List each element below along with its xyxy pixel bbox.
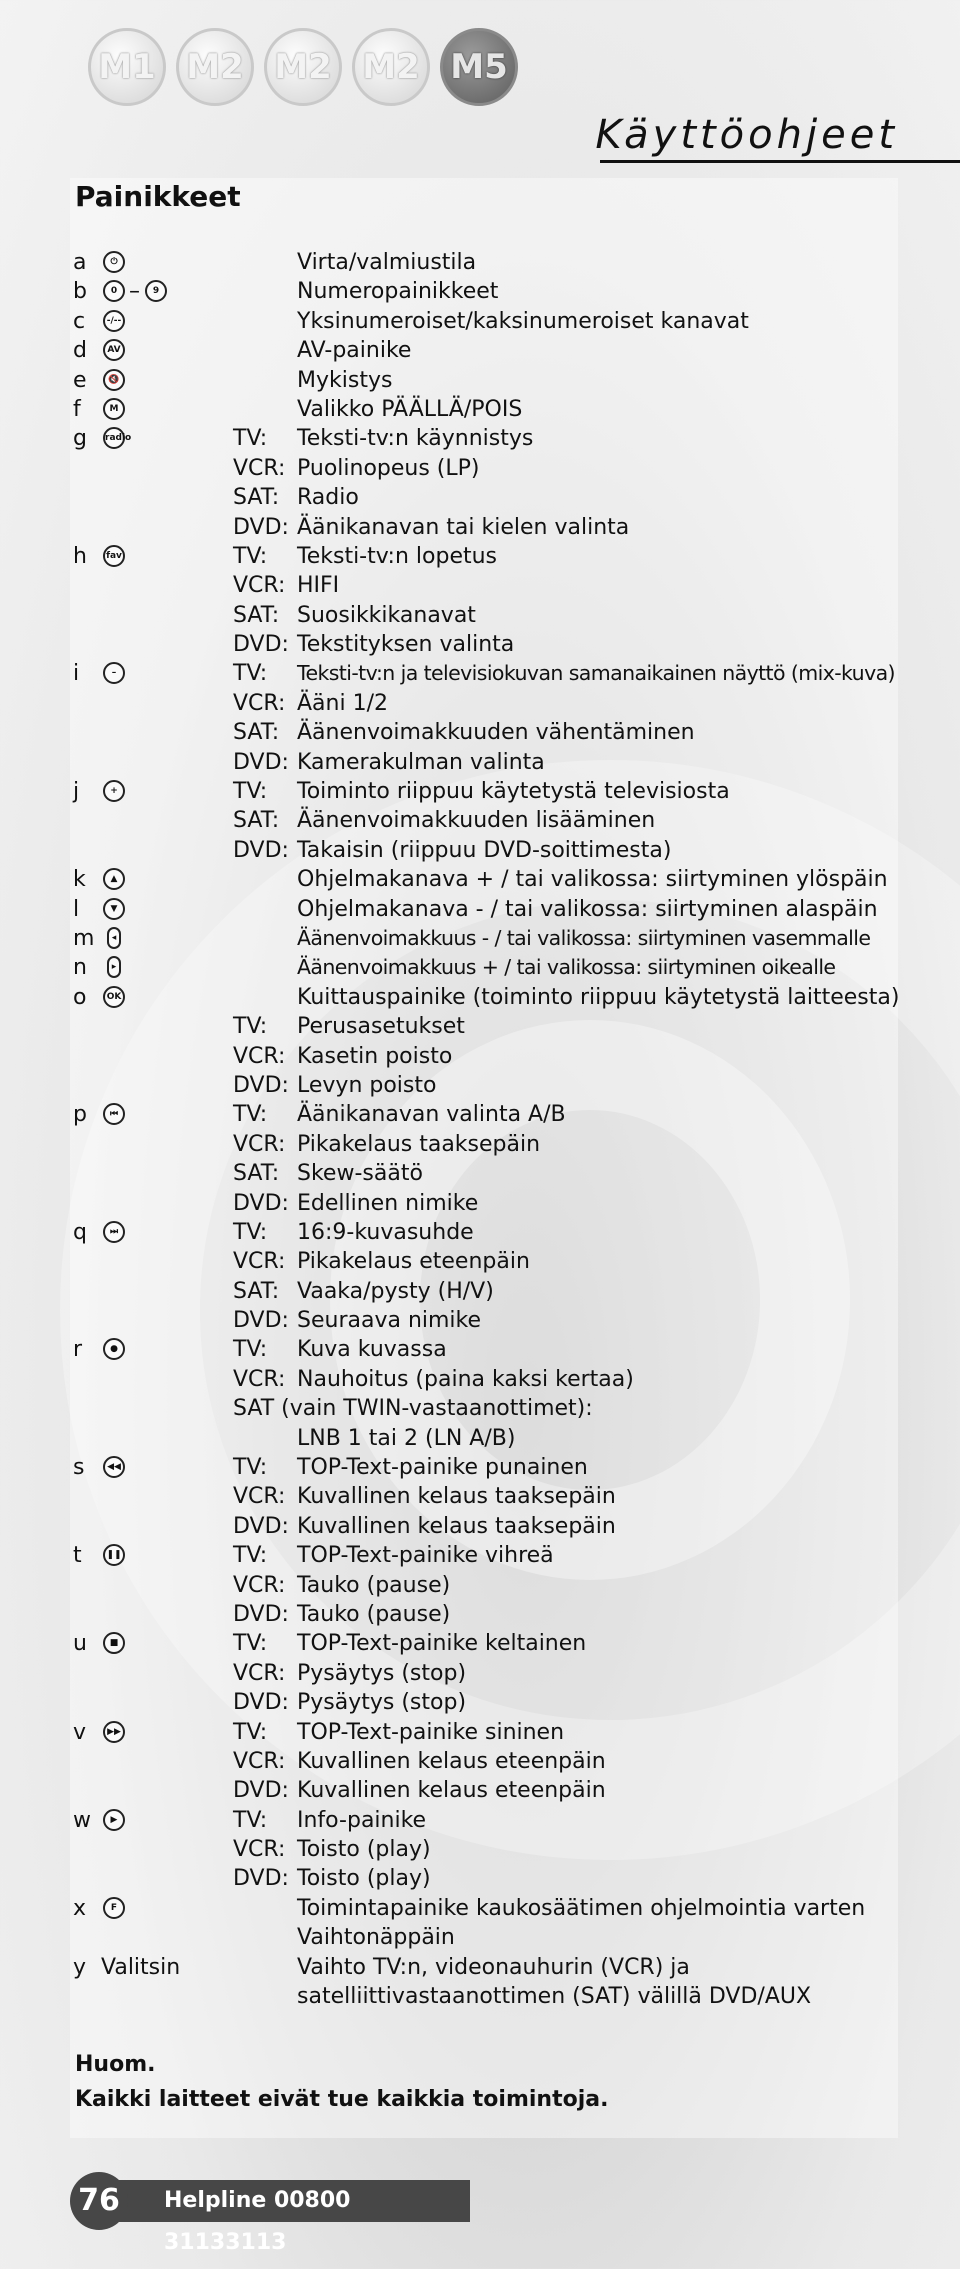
next-icon: ⏭ [103, 1221, 125, 1243]
item-letter: t [73, 1543, 82, 1569]
device-label: TV: [233, 779, 268, 805]
item-description: LNB 1 tai 2 (LN A/B) [297, 1425, 516, 1451]
device-label: DVD: [233, 1690, 289, 1716]
list-item [73, 601, 953, 630]
list-item [73, 1776, 953, 1805]
device-label: TV: [233, 1807, 268, 1833]
device-label: DVD: [233, 1513, 289, 1539]
item-description: Vaihto TV:n, videonauhurin (VCR) ja [297, 1954, 690, 1980]
device-label: VCR: [233, 1660, 286, 1686]
item-letter: d [73, 338, 87, 364]
device-label: TV: [233, 426, 268, 452]
item-description: Tauko (pause) [297, 1601, 451, 1627]
item-description: Pikakelaus eteenpäin [297, 1249, 530, 1275]
item-description: Perusasetukset [297, 1014, 465, 1040]
item-description: Numeropainikkeet [297, 279, 499, 305]
mute-icon: 🔇 [103, 369, 125, 391]
item-letter: j [73, 779, 80, 805]
item-letter: e [73, 367, 87, 393]
item-description: Ohjelmakanava - / tai valikossa: siirtyminen alaspäin [297, 896, 878, 922]
channel-up-icon: ▲ [103, 868, 125, 890]
item-description: Kamerakulman valinta [297, 749, 545, 775]
item-letter: h [73, 543, 87, 569]
list-item [73, 895, 953, 924]
list-item [73, 571, 953, 600]
pause-icon: ❚❚ [103, 1544, 125, 1566]
item-letter: m [73, 925, 95, 951]
item-description: Radio [297, 485, 359, 511]
stop-icon: ■ [103, 1632, 125, 1654]
list-item [73, 1424, 953, 1453]
device-label: VCR: [233, 1484, 286, 1510]
list-item [73, 659, 953, 688]
item-description: TOP-Text-painike vihreä [297, 1543, 554, 1569]
header-rule [600, 160, 960, 163]
list-item [73, 1482, 953, 1511]
item-letter: q [73, 1219, 87, 1245]
range-dash: – [129, 279, 140, 305]
item-letter: b [73, 279, 87, 305]
item-description: Teksti-tv:n lopetus [297, 543, 498, 569]
device-label: TV: [233, 1102, 268, 1128]
list-item [73, 1688, 953, 1717]
av-icon: AV [103, 339, 125, 361]
item-description: Ääni 1/2 [297, 690, 388, 716]
list-item [73, 1071, 953, 1100]
item-description: Pysäytys (stop) [297, 1690, 467, 1716]
item-description: Kuvallinen kelaus taaksepäin [297, 1513, 616, 1539]
item-description: Virta/valmiustila [297, 250, 477, 275]
list-item [73, 1159, 953, 1188]
item-description: Äänenvoimakkuuden lisääminen [297, 808, 656, 834]
volume-down-icon: ◂ [107, 927, 121, 949]
function-icon: F [103, 1897, 125, 1919]
list-item [73, 1218, 953, 1247]
item-description: TOP-Text-painike sininen [297, 1719, 565, 1745]
item-description: Kuva kuvassa [297, 1337, 447, 1363]
device-label: DVD: [233, 632, 289, 658]
model-logo-m2: M2 [264, 28, 342, 106]
list-item [73, 718, 953, 747]
list-item [73, 630, 953, 659]
list-item [73, 513, 953, 542]
selector-label: Valitsin [101, 1954, 181, 1980]
device-label: TV: [233, 1219, 268, 1245]
item-description: Äänikanavan valinta A/B [297, 1102, 566, 1128]
item-description: Vaihtonäppäin [297, 1925, 455, 1951]
list-item [73, 1512, 953, 1541]
item-letter: u [73, 1631, 87, 1657]
item-description: Info-painike [297, 1807, 427, 1833]
item-description: TOP-Text-painike keltainen [297, 1631, 587, 1657]
item-description: Toimintapainike kaukosäätimen ohjelmointia varten [297, 1895, 866, 1921]
item-description: Pysäytys (stop) [297, 1660, 467, 1686]
item-letter: y [73, 1954, 87, 1980]
item-description: Edellinen nimike [297, 1190, 479, 1216]
list-item [73, 1335, 953, 1364]
list-item [73, 307, 953, 336]
item-letter: x [73, 1895, 87, 1921]
device-label: TV: [233, 1543, 268, 1569]
list-item [73, 424, 953, 453]
item-description: Toisto (play) [297, 1866, 431, 1892]
fast-forward-icon: ▶▶ [103, 1721, 125, 1743]
device-label: SAT: [233, 602, 280, 628]
list-item [73, 983, 953, 1012]
note-text: Kaikki laitteet eivät tue kaikkia toimintoja. [75, 2087, 609, 2112]
device-label: VCR: [233, 1249, 286, 1275]
item-description: Vaaka/pysty (H/V) [297, 1278, 494, 1304]
model-logos [88, 28, 518, 106]
device-label: TV: [233, 1631, 268, 1657]
item-description: Äänikanavan tai kielen valinta [297, 514, 630, 540]
item-description: Ohjelmakanava + / tai valikossa: siirtyminen ylöspäin [297, 867, 888, 893]
device-label: SAT: [233, 1161, 280, 1187]
item-description: Kuittauspainike (toiminto riippuu käytetystä laitteesta) [297, 984, 900, 1010]
list-item [73, 366, 953, 395]
model-logo-m1: M1 [88, 28, 166, 106]
item-letter: w [73, 1807, 91, 1833]
previous-icon: ⏮ [103, 1103, 125, 1125]
item-description: Levyn poisto [297, 1072, 437, 1098]
minus-icon: – [103, 662, 125, 684]
list-item [73, 1042, 953, 1071]
volume-up-icon: ▸ [107, 956, 121, 978]
list-item [73, 395, 953, 424]
list-item [73, 1747, 953, 1776]
list-item [73, 1130, 953, 1159]
device-label: DVD: [233, 1778, 289, 1804]
model-logo-m2: M2 [352, 28, 430, 106]
channel-down-icon: ▼ [103, 898, 125, 920]
item-description: TOP-Text-painike punainen [297, 1455, 588, 1481]
item-description: Tauko (pause) [297, 1572, 451, 1598]
list-item [73, 1277, 953, 1306]
item-description: Äänenvoimakkuuden vähentäminen [297, 720, 695, 746]
list-item [73, 1541, 953, 1570]
list-item [73, 1571, 953, 1600]
device-label: VCR: [233, 1043, 286, 1069]
item-letter: n [73, 955, 87, 981]
item-description: Puolinopeus (LP) [297, 455, 480, 481]
list-item [73, 1953, 953, 1982]
device-label: DVD: [233, 1072, 289, 1098]
list-item [73, 1365, 953, 1394]
item-description: HIFI [297, 573, 340, 599]
item-description: Pikakelaus taaksepäin [297, 1131, 541, 1157]
item-description: Takaisin (riippuu DVD-soittimesta) [297, 837, 672, 863]
list-item [73, 1247, 953, 1276]
list-item [73, 1012, 953, 1041]
device-label: TV: [233, 1337, 268, 1363]
device-label: DVD: [233, 749, 289, 775]
device-label: VCR: [233, 1131, 286, 1157]
device-label: DVD: [233, 1308, 289, 1334]
menu-icon: M [103, 398, 125, 420]
rewind-icon: ◀◀ [103, 1456, 125, 1478]
item-description: satelliittivastaanottimen (SAT) välillä DVD/AUX [297, 1984, 812, 2010]
item-description: Tekstityksen valinta [297, 632, 515, 658]
device-label: TV: [233, 543, 268, 569]
record-icon: ● [103, 1338, 125, 1360]
item-letter: g [73, 426, 87, 452]
item-description: Suosikkikanavat [297, 602, 476, 628]
item-description: Nauhoitus (paina kaksi kertaa) [297, 1366, 634, 1392]
list-item [73, 924, 953, 953]
device-label: SAT: [233, 485, 280, 511]
item-description: Kuvallinen kelaus eteenpäin [297, 1748, 606, 1774]
page-title: Käyttöohjeet [595, 112, 898, 158]
helpline-bar: Helpline 00800 31133113 [108, 2180, 470, 2222]
digit-9-icon: 9 [145, 280, 167, 302]
list-item [73, 1394, 953, 1423]
list-item [73, 1453, 953, 1482]
list-item [73, 1629, 953, 1658]
device-label: TV: [233, 661, 268, 687]
device-label: VCR: [233, 1366, 286, 1392]
device-label: SAT (vain TWIN-vastaanottimet): [233, 1396, 593, 1422]
list-item [73, 748, 953, 777]
power-icon: ⏻ [103, 251, 125, 273]
item-description: Yksinumeroiset/kaksinumeroiset kanavat [297, 308, 749, 334]
list-item [73, 1864, 953, 1893]
device-label: SAT: [233, 720, 280, 746]
item-description: Valikko PÄÄLLÄ/POIS [297, 396, 523, 422]
item-description: Toiminto riippuu käytetystä televisiosta [297, 779, 730, 805]
device-label: DVD: [233, 837, 289, 863]
item-description: Toisto (play) [297, 1837, 431, 1863]
device-label: VCR: [233, 455, 286, 481]
device-label: SAT: [233, 808, 280, 834]
plus-icon: + [103, 780, 125, 802]
play-icon: ▶ [103, 1809, 125, 1831]
device-label: VCR: [233, 1837, 286, 1863]
list-item [73, 483, 953, 512]
item-description: Skew-säätö [297, 1161, 423, 1187]
favourites-icon: fav [103, 545, 125, 567]
item-description: Äänenvoimakkuus - / tai valikossa: siirtyminen vasemmalle [297, 925, 871, 950]
device-label: TV: [233, 1455, 268, 1481]
device-label: TV: [233, 1719, 268, 1745]
list-item [73, 454, 953, 483]
item-letter: r [73, 1337, 83, 1363]
item-description: Mykistys [297, 367, 393, 393]
list-item [73, 1835, 953, 1864]
list-item [73, 336, 953, 365]
item-description: Kasetin poisto [297, 1043, 453, 1069]
section-title: Painikkeet [75, 180, 241, 213]
radio-icon: radio [103, 427, 125, 449]
model-logo-m2: M2 [176, 28, 254, 106]
item-letter: o [73, 984, 87, 1010]
item-description: Äänenvoimakkuus + / tai valikossa: siirtyminen oikealle [297, 955, 836, 980]
list-item [73, 1306, 953, 1335]
device-label: VCR: [233, 1748, 286, 1774]
list-item [73, 1189, 953, 1218]
item-description: 16:9-kuvasuhde [297, 1219, 474, 1245]
list-item [73, 277, 953, 306]
list-item [73, 806, 953, 835]
device-label: SAT: [233, 1278, 280, 1304]
page-number: 76 [70, 2172, 128, 2230]
list-item [73, 248, 953, 277]
digit-0-icon: 0 [103, 280, 125, 302]
item-letter: l [73, 896, 80, 922]
device-label: DVD: [233, 1866, 289, 1892]
list-item [73, 1659, 953, 1688]
device-label: TV: [233, 1014, 268, 1040]
device-label: VCR: [233, 1572, 286, 1598]
list-item [73, 1100, 953, 1129]
item-letter: i [73, 661, 80, 687]
model-logo-m5: M5 [440, 28, 518, 106]
item-letter: c [73, 308, 86, 334]
single-double-digit-icon: -/-- [103, 310, 125, 332]
list-item [73, 836, 953, 865]
device-label: VCR: [233, 690, 286, 716]
list-item [73, 1600, 953, 1629]
list-item [73, 689, 953, 718]
device-label: DVD: [233, 514, 289, 540]
item-letter: k [73, 867, 86, 893]
device-label: DVD: [233, 1601, 289, 1627]
list-item [73, 1718, 953, 1747]
list-item [73, 1806, 953, 1835]
list-item [73, 953, 953, 982]
item-letter: s [73, 1455, 85, 1481]
item-description: Kuvallinen kelaus taaksepäin [297, 1484, 616, 1510]
list-item [73, 865, 953, 894]
list-item [73, 542, 953, 571]
item-description: Teksti-tv:n ja televisiokuvan samanaikainen näyttö (mix-kuva) [297, 661, 895, 686]
item-description: AV-painike [297, 338, 412, 364]
item-description: Kuvallinen kelaus eteenpäin [297, 1778, 606, 1804]
item-letter: f [73, 396, 81, 422]
item-description: Seuraava nimike [297, 1308, 482, 1334]
list-item [73, 1923, 953, 1952]
list-item [73, 1982, 953, 2011]
note-label: Huom. [75, 2052, 156, 2077]
ok-icon: OK [103, 986, 125, 1008]
device-label: VCR: [233, 573, 286, 599]
device-label: DVD: [233, 1190, 289, 1216]
item-letter: a [73, 250, 87, 275]
item-letter: v [73, 1719, 87, 1745]
list-item [73, 777, 953, 806]
list-item [73, 1894, 953, 1923]
item-description: Teksti-tv:n käynnistys [297, 426, 534, 452]
button-list [73, 248, 953, 2011]
item-letter: p [73, 1102, 87, 1128]
